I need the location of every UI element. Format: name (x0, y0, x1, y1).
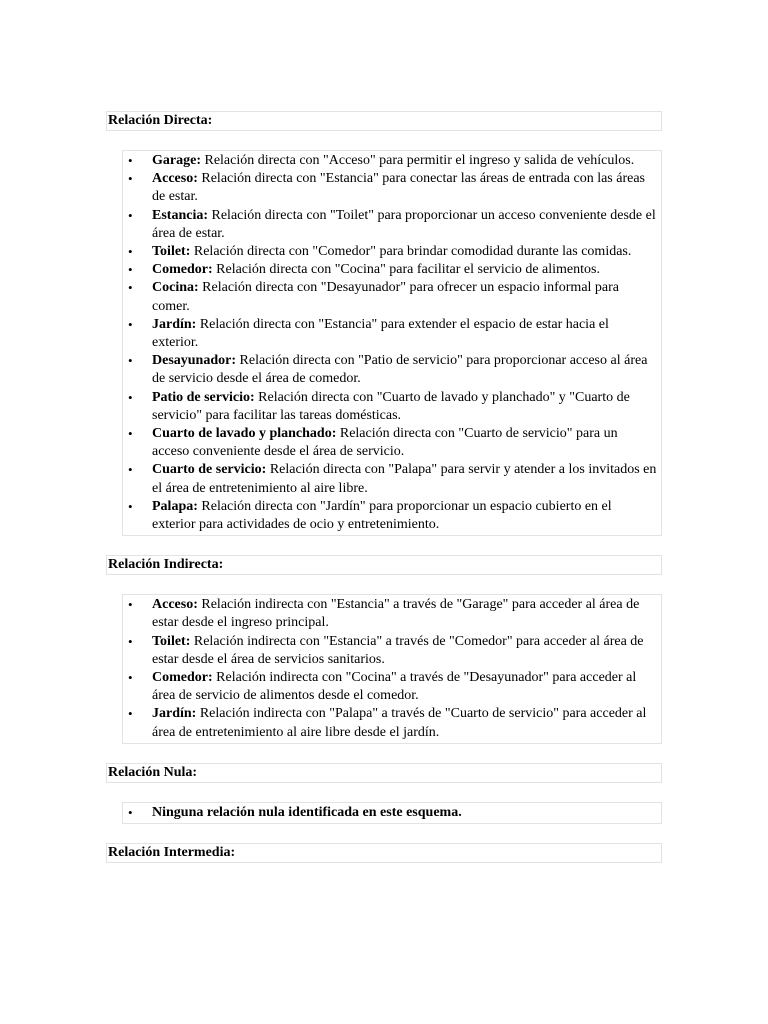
item-text: Relación directa con "Jardín" para proporcionar un espacio cubierto en el exterior para actividades de ocio y entretenimiento. (152, 498, 612, 533)
item-term: Toilet: (152, 633, 191, 649)
list-item (123, 152, 657, 170)
item-term: Estancia: (152, 207, 208, 223)
item-text: Relación directa con "Cuarto de servicio" para un acceso conveniente desde el área de servicio. (152, 426, 618, 460)
item-term: Jardín: (152, 316, 197, 332)
item-term: Patio de servicio: (152, 389, 255, 405)
item-text: Relación directa con "Desayunador" para ofrecer un espacio informal para comer. (152, 280, 620, 314)
item-term: Cuarto de servicio: (152, 462, 267, 478)
list-item (123, 279, 657, 315)
section-heading-intermedia: Relación Intermedia: (106, 843, 662, 863)
list-item (123, 633, 657, 669)
item-text: Relación directa con "Estancia" para extender el espacio de estar hacia el exterior. (152, 316, 609, 351)
item-text: Relación indirecta con "Estancia" a través de "Garage" para acceder al área de estar desde el ingreso principal. (152, 597, 640, 631)
item-term: Garage: (152, 153, 201, 168)
document-page (106, 111, 662, 863)
list-indirecta (122, 594, 662, 744)
item-term: Jardín: (152, 706, 197, 722)
list-item (123, 316, 657, 352)
item-text: Relación directa con "Palapa" para servir y atender a los invitados en el área de entretenimiento al aire libre. (152, 462, 657, 496)
item-term: Toilet: (152, 244, 191, 260)
list-item (123, 705, 657, 741)
list-item (123, 352, 657, 388)
item-text: Relación directa con "Cocina" para facilitar el servicio de alimentos. (212, 262, 600, 278)
list-item (123, 596, 657, 632)
list-nula (122, 802, 662, 824)
item-term: Desayunador: (152, 353, 237, 369)
item-text: Relación directa con "Acceso" para permitir el ingreso y salida de vehículos. (200, 153, 635, 168)
item-text: Relación directa con "Comedor" para brindar comodidad durante las comidas. (190, 244, 632, 260)
item-term: Ninguna relación nula identificada en este esquema. (152, 804, 462, 820)
list-item (123, 498, 657, 534)
item-text: Relación directa con "Patio de servicio" para proporcionar acceso al área de servicio desde el área de comedor. (152, 353, 648, 387)
section-heading-indirecta: Relación Indirecta: (106, 555, 662, 575)
list-item (123, 389, 657, 425)
item-term: Comedor: (152, 670, 213, 686)
list-item (123, 425, 657, 461)
item-term: Acceso: (152, 171, 198, 187)
item-text: Relación directa con "Toilet" para proporcionar un acceso conveniente desde el área de estar. (152, 207, 656, 241)
list-item (123, 170, 657, 206)
item-term: Palapa: (152, 498, 198, 514)
item-term: Cocina: (152, 280, 199, 296)
list-item (123, 243, 657, 261)
item-text: Relación indirecta con "Palapa" a través de "Cuarto de servicio" para acceder al área de entretenimiento al aire libre desde el jardín. (152, 706, 647, 740)
item-text: Relación directa con "Cuarto de lavado y planchado" y "Cuarto de servicio" para facilitar las tareas domésticas. (152, 389, 630, 423)
item-term: Cuarto de lavado y planchado: (152, 426, 337, 442)
list-item (123, 461, 657, 497)
list-directa (122, 150, 662, 536)
section-heading-directa: Relación Directa: (106, 111, 662, 131)
list-item (123, 669, 657, 705)
list-item (123, 261, 657, 279)
list-item (123, 207, 657, 243)
item-text: Relación directa con "Estancia" para conectar las áreas de entrada con las áreas de estar. (152, 171, 646, 205)
item-text: Relación indirecta con "Cocina" a través de "Desayunador" para acceder al área de servicio de alimentos desde el comedor. (152, 670, 637, 704)
item-term: Acceso: (152, 597, 198, 613)
item-text: Relación indirecta con "Estancia" a través de "Comedor" para acceder al área de estar desde el área de servicios sanitarios. (152, 633, 644, 667)
list-item (123, 804, 657, 822)
section-heading-nula: Relación Nula: (106, 763, 662, 783)
item-term: Comedor: (152, 262, 213, 278)
